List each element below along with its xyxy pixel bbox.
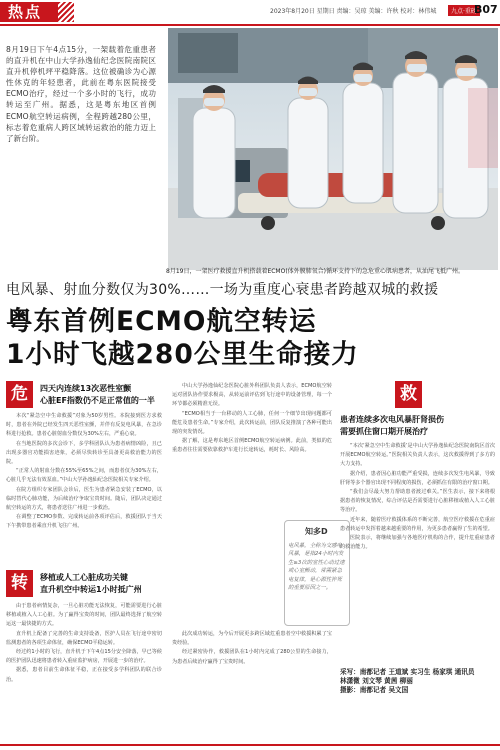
danger-label-line-2: 心脏EF指数仍不足正常值的一半 xyxy=(40,396,155,405)
main-headline-line-2: 1小时飞越280公里生命接力 xyxy=(6,339,359,370)
transfer-paragraph: 据悉，患者目前生命体征平稳，正在接受多学科团队的联合诊治。 xyxy=(6,667,162,683)
danger-paragraph: “正常人的射血分数在55%至65%之间，而患者仅为30%左右，心脏几乎无法有效泵血。”中山大学孙逸仙纪念医院相关专家介绍。 xyxy=(6,468,162,484)
middle-paragraph: “ECMO相当于一台移动的人工心肺，任何一个细节出现问题都可能危及患者生命。”专家介绍，此次转运前，团队反复推演了各种可能出现的突发情况。 xyxy=(172,410,332,436)
rescue-label-line-1: 患者连续多次电风暴肝肾损伤 xyxy=(340,415,444,424)
rescue-paragraph: 据介绍，患者因心脏功能严重受损，连续多次发生电风暴，导致肝肾等多个器官出现不同程度的损伤，必须抓住有限的治疗窗口期。 xyxy=(340,470,495,486)
rescue-paragraph: 医院表示，将继续加强与各地医疗机构的合作，提升危重症患者的救治能力。 xyxy=(340,535,495,551)
transfer-body xyxy=(6,602,162,740)
section-badge-transfer: 转 xyxy=(6,570,33,597)
credits-line-2: 林潇微 刘文琴 黄茜 柳丽 xyxy=(340,677,413,685)
photo-illustration xyxy=(168,28,498,270)
danger-label xyxy=(40,383,155,407)
knowledge-box-body: 电风暴，全称为交感电风暴，是指24小时内发生≥3次的室性心动过速或心室颤动，常需紧急电复律，是心源性猝死的重要原因之一。 xyxy=(288,543,345,592)
danger-label-line-1: 四天内连续13次恶性室颤 xyxy=(40,384,132,393)
rescue-label-line-2: 需要抓住窗口期开展治疗 xyxy=(340,427,428,436)
danger-paragraph: 在院方组织专家团队会诊后，医生为患者紧急安装了ECMO，以临时替代心肺功能，为后续治疗争取宝贵时间。随后，团队决定通过航空转运的方式，将患者送往广州进一步救治。 xyxy=(6,486,162,512)
knowledge-box-title: 知多D xyxy=(305,527,328,536)
transfer-label xyxy=(40,572,142,596)
middle-body-bottom xyxy=(172,630,332,740)
column-tag: 九点·重磅 xyxy=(448,5,480,16)
section-title: 热点 xyxy=(0,2,74,22)
middle-paragraph: 经过紧密协作，救援团队在1小时内完成了280公里的生命接力，为患者后续治疗赢得了宝贵时间。 xyxy=(172,649,332,665)
rescue-label xyxy=(340,414,495,438)
danger-paragraph: 本次“紧急空中生命救援”对象为50岁男性。本院接到医方求救时，患者在外院已经发生四天恶性室颤，并伴有反复电风暴，在急诊科进行抢救。患者心脏射血分数仅为30%左右，严重心衰。 xyxy=(6,413,162,438)
section-badge-rescue: 救 xyxy=(395,381,422,408)
transfer-paragraph: 由于患者病情复杂，一旦心脏功能无法恢复，可能需要进行心脏移植或植入人工心脏。为了赢得宝贵的时间，团队最终选择了航空转运这一最快捷的方式。 xyxy=(6,603,162,628)
rescue-paragraph: 近年来，随着医疗救援体系的不断完善，航空医疗救援在危重症患者转运中发挥着越来越重要的作用，为更多患者赢得了生的希望。 xyxy=(340,516,495,532)
transfer-paragraph: 直升机上配备了完善的生命支持设备，医护人员在飞行途中密切监测患者的各项生命体征，确保ECMO平稳运转。 xyxy=(6,630,162,646)
rescue-paragraph: “本次‘紧急空中生命救援’是中山大学孙逸仙纪念医院南院区首次开展ECMO航空转运。”医院相关负责人表示，这次救援得到了多方的大力支持。 xyxy=(340,443,495,468)
middle-paragraph: 中山大学孙逸仙纪念医院心脏外科团队负责人表示，ECMO航空转运对团队协作要求极高，从转运前评估到飞行途中的设备管理，每一个环节都必须精准无误。 xyxy=(172,383,332,408)
lead-paragraph: 8月19日下午4点15分，一架载着危重患者的直升机在中山大学孙逸仙纪念医院南院区直升机停机坪平稳降落。这位被确诊为心源性休克的年轻患者，此前在粤东医院接受ECMO治疗，经过一个多小时的飞行，成功转运至广州。据悉，这是粤东地区首例ECMO航空转运病例，全程跨越280公里，标志着危重病人跨区域转运救治的能力迈上了新台阶。 xyxy=(6,45,156,143)
middle-paragraph: 此次成功转运，为今后开展更多跨区域危重患者空中救援积累了宝贵经验。 xyxy=(172,631,332,647)
credits-line-1: 采写：南都记者 王道斌 实习生 杨家琪 通讯员 xyxy=(340,668,475,676)
sub-headline: 电风暴、射血分数仅为30%……一场为重度心衰患者跨越双城的救援 xyxy=(6,282,439,298)
section-stripe-decoration xyxy=(58,2,74,22)
middle-body-top xyxy=(172,382,332,512)
danger-body xyxy=(6,412,162,564)
transfer-label-line-2: 直升机空中转运1小时抵广州 xyxy=(40,585,142,594)
main-headline-line-1: 粤东首例ECMO航空转运 xyxy=(6,306,317,337)
danger-paragraph: 在调整了ECMO参数、完成转运前各项评估后，救援团队于当天下午携带患者乘直升机飞往广州。 xyxy=(6,514,162,530)
news-photo xyxy=(168,28,498,270)
section-badge-danger: 危 xyxy=(6,381,33,408)
rescue-body xyxy=(340,442,495,664)
danger-paragraph: 在当地医院的多次会诊下，多学科团队认为患者病情凶险，且已出现多器官功能损害迹象，必须尽快转诊至具备更高救治能力的医院。 xyxy=(6,440,162,466)
page-number: B07 xyxy=(474,3,498,16)
transfer-paragraph: 经过约1小时的飞行，直升机于下午4点15分安全降落，早已等候的医护团队迅速将患者转入重症监护病房，开展进一步的治疗。 xyxy=(6,649,162,665)
credits-line-3: 摄影：南都记者 吴文国 xyxy=(340,686,409,694)
photo-caption: 8月19日，一架医疗救援直升机搭载着ECMO(体外膜肺氧合)循环支持下的急危重心肌病患者，从汕尾飞抵广州。 xyxy=(166,268,465,275)
transfer-label-line-1: 移植或人工心脏成功关键 xyxy=(40,573,128,582)
rescue-paragraph: “我们会尽最大努力帮助患者渡过难关。”医生表示，接下来将根据患者的恢复情况，综合评估是否需要进行心脏移植或植入人工心脏等治疗。 xyxy=(340,489,495,514)
byline-credits xyxy=(340,668,490,695)
middle-paragraph: 据了解，这是粤东地区首例ECMO航空转运病例。此前，类似的危重患者往往需要依靠救护车进行长途转运，耗时长、风险高。 xyxy=(172,438,332,454)
bottom-rule xyxy=(0,744,500,746)
dateline: 2023年8月20日 星期日 责编：吴琼 美编：许秋 校对：林伟城 xyxy=(270,8,437,15)
